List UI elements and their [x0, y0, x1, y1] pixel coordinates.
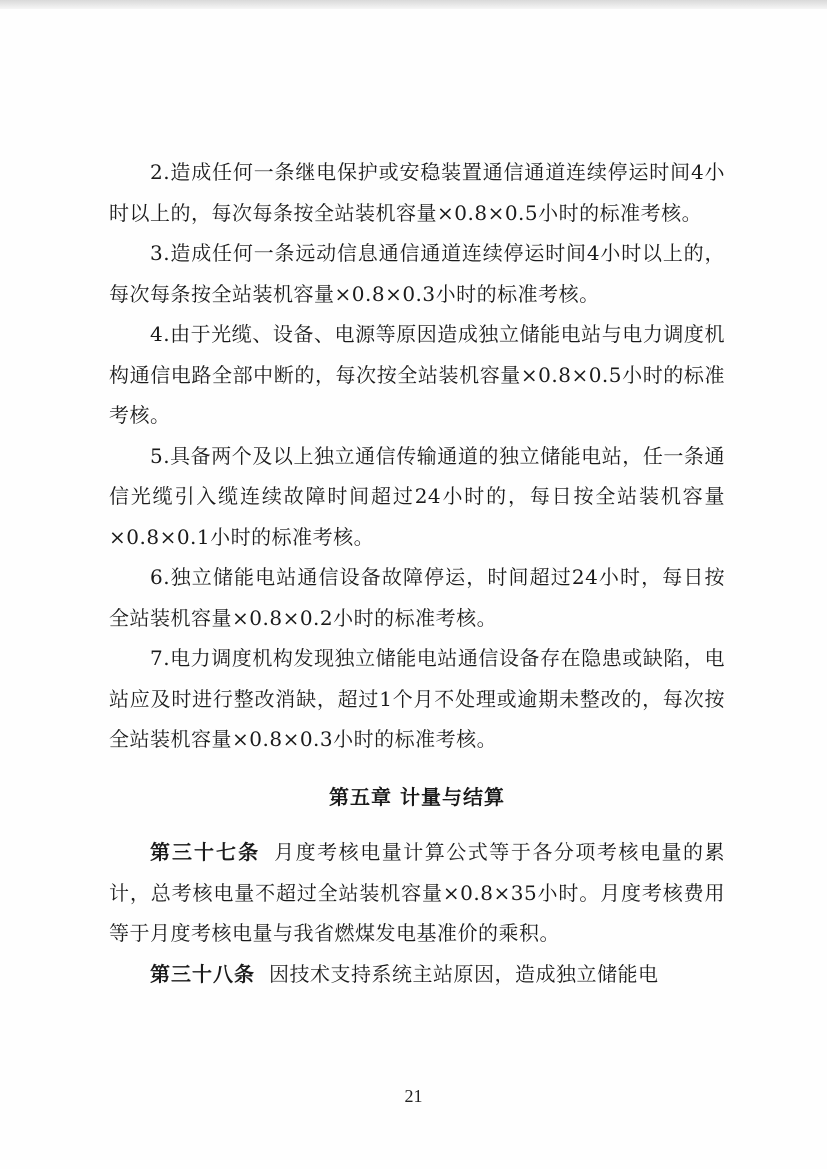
- list-item-2: 2.造成任何一条继电保护或安稳装置通信通道连续停运时间4小时以上的，每次每条按全站装机容量×0.8×0.5小时的标准考核。: [109, 160, 725, 225]
- article-38-text: 因技术支持系统主站原因，造成独立储能电: [269, 961, 659, 986]
- list-item-3: 3.造成任何一条远动信息通信通道连续停运时间4小时以上的，每次每条按全站装机容量×0.8×0.3小时的标准考核。: [109, 241, 725, 306]
- page-number: 21: [404, 1086, 423, 1106]
- article-37-title: 第三十七条: [150, 840, 261, 864]
- scan-top-edge: [0, 0, 827, 9]
- article-38-title: 第三十八条: [150, 961, 255, 986]
- article-37: [109, 832, 725, 954]
- list-item-7: 7.电力调度机构发现独立储能电站通信设备存在隐患或缺陷，电站应及时进行整改消缺，超过1个月不处理或逾期未整改的，每次按全站装机容量×0.8×0.3小时的标准考核。: [109, 646, 725, 751]
- article-38: [109, 954, 725, 995]
- document-body: [109, 152, 725, 994]
- chapter-heading: 第五章 计量与结算: [329, 784, 505, 809]
- list-item-6: 6.独立储能电站通信设备故障停运，时间超过24小时，每日按全站装机容量×0.8×0.2小时的标准考核。: [109, 565, 725, 630]
- article-37-text: 月度考核电量计算公式等于各分项考核电量的累计，总考核电量不超过全站装机容量×0.8×35小时。月度考核费用等于月度考核电量与我省燃煤发电基准价的乘积。: [109, 840, 726, 945]
- list-item-4: 4.由于光缆、设备、电源等原因造成独立储能电站与电力调度机构通信电路全部中断的，每次按全站装机容量×0.8×0.5小时的标准考核。: [109, 322, 725, 427]
- list-item-5: 5.具备两个及以上独立通信传输通道的独立储能电站，任一条通信光缆引入缆连续故障时间超过24小时的，每日按全站装机容量×0.8×0.1小时的标准考核。: [109, 443, 725, 549]
